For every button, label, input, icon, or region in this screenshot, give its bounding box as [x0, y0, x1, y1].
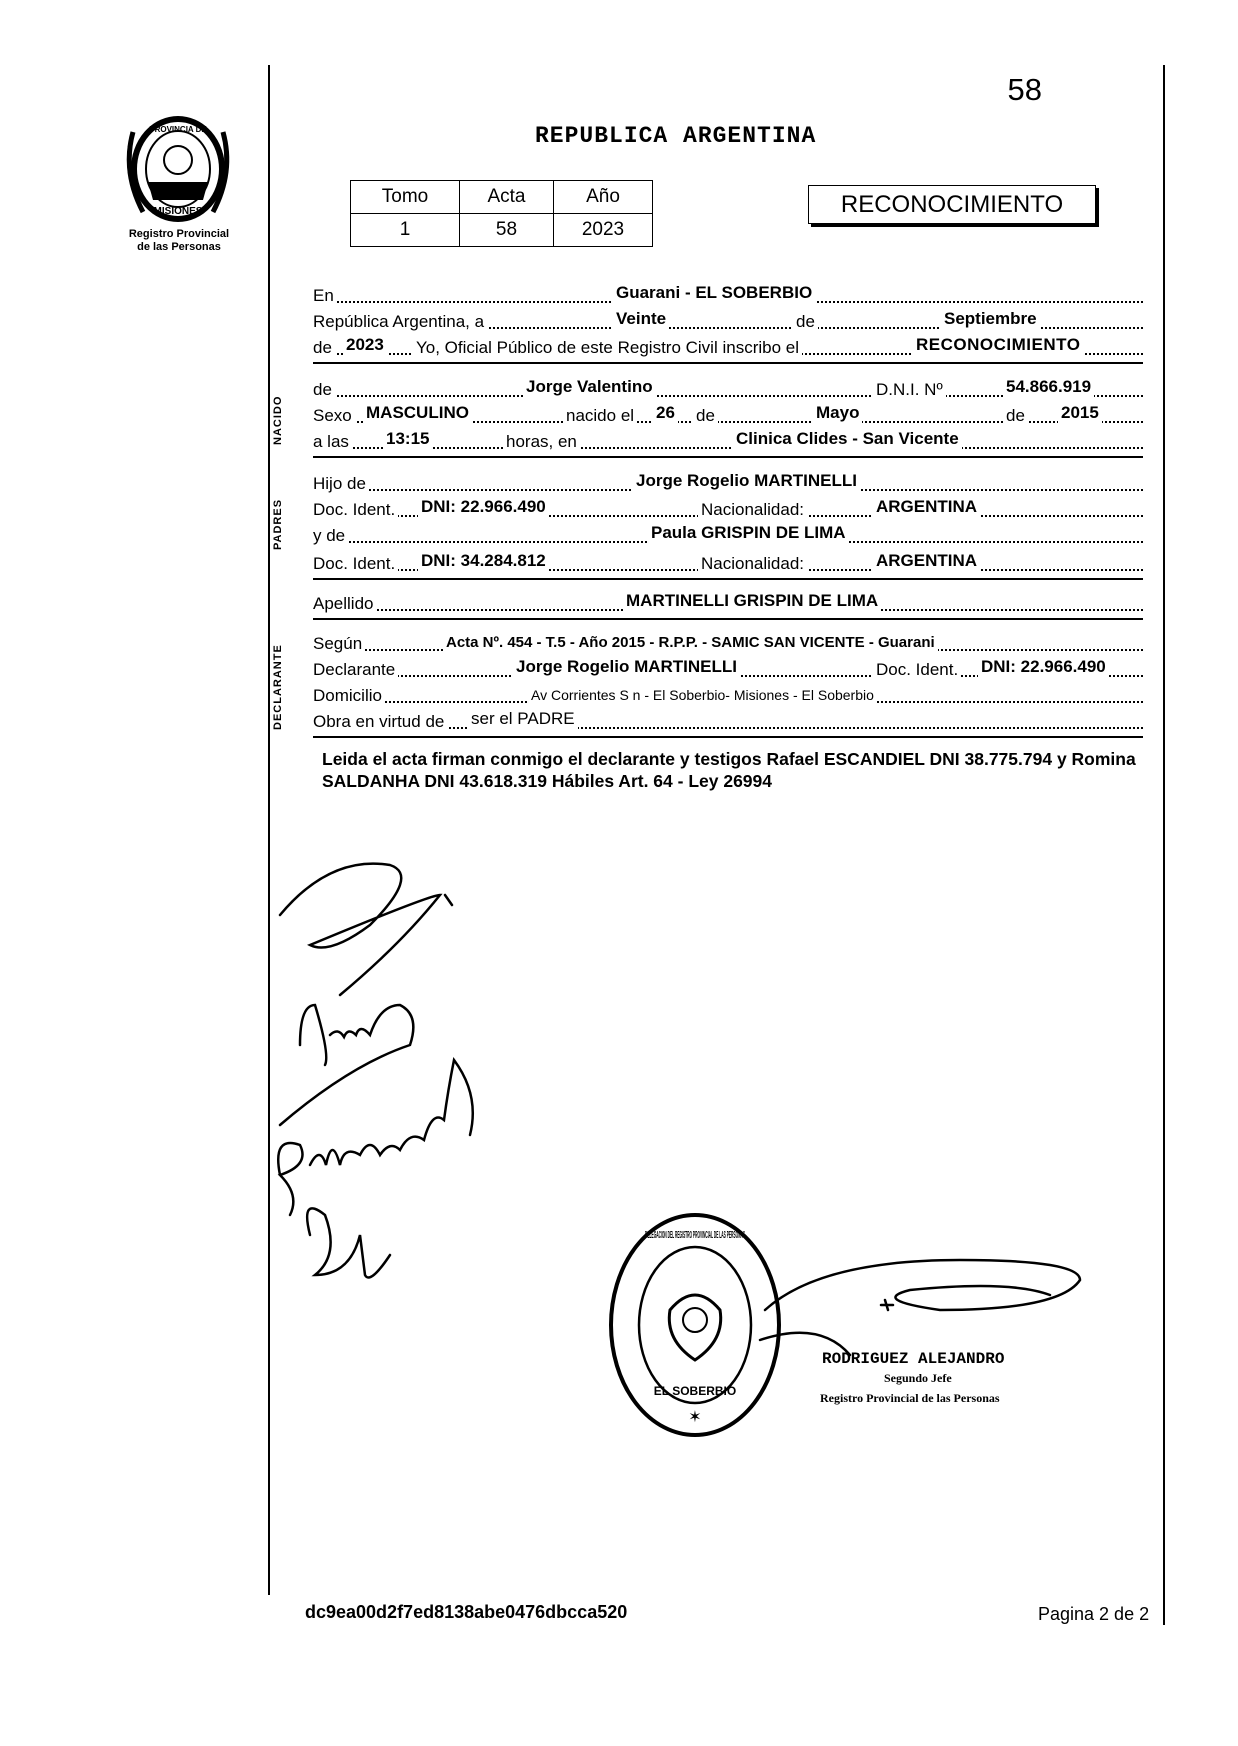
- label-y-de: y de: [313, 526, 348, 546]
- seal-center-text: EL SOBERBIO: [653, 1384, 737, 1398]
- row-madre-doc: [313, 550, 1143, 574]
- closing-statement: Leida el acta firman conmigo el declarante y testigos Rafael ESCANDIEL DNI 38.775.794 y Romina SALDANHA DNI 43.618.319 Hábiles Art. 64 - Ley 26994: [322, 749, 1136, 791]
- handwritten-signatures: [270, 835, 570, 1315]
- label-doc-declarante: Doc. Ident.: [873, 660, 961, 680]
- row-padre-doc: [313, 496, 1143, 520]
- logo-caption-line2: de las Personas: [137, 241, 221, 253]
- value-nombre: Jorge Valentino: [523, 377, 656, 397]
- row-lugar: [313, 282, 1143, 306]
- document-hash: dc9ea00d2f7ed8138abe0476dbcca520: [305, 1602, 628, 1622]
- tomo-value: 1: [351, 214, 460, 247]
- logo-text-top: PROVINCIA DE: [149, 125, 207, 134]
- logo-caption-line1: Registro Provincial: [128, 228, 230, 240]
- logo-text-bottom: MISIONES: [153, 206, 203, 217]
- value-nac-mes: Mayo: [813, 403, 862, 423]
- value-domicilio: Av Corrientes S n - El Soberbio- Misiones - El Soberbio: [528, 687, 877, 703]
- right-margin-line: [1163, 65, 1165, 1625]
- value-lugar-nac: Clinica Clides - San Vicente: [733, 429, 962, 449]
- value-nac-dia: 26: [653, 403, 678, 423]
- value-padre-nac: ARGENTINA: [873, 497, 980, 517]
- side-label-nacido: NACIDO: [272, 395, 284, 445]
- label-de-nac-mes: de: [693, 406, 718, 426]
- value-padre: Jorge Rogelio MARTINELLI: [633, 471, 860, 491]
- value-hora: 13:15: [383, 429, 432, 449]
- label-de-nombre: de: [313, 380, 335, 400]
- row-acto: [313, 334, 1143, 358]
- row-declarante: [313, 656, 1143, 680]
- separator: [313, 618, 1143, 620]
- label-sexo: Sexo: [313, 406, 355, 426]
- value-lugar: Guarani - EL SOBERBIO: [613, 283, 815, 303]
- value-padre-doc: DNI: 22.966.490: [418, 497, 549, 517]
- value-declarante: Jorge Rogelio MARTINELLI: [513, 657, 740, 677]
- separator: [313, 456, 1143, 458]
- value-madre-nac: ARGENTINA: [873, 551, 980, 571]
- value-apellido: MARTINELLI GRISPIN DE LIMA: [623, 591, 881, 611]
- value-nac-anio: 2015: [1058, 403, 1102, 423]
- row-segun: [313, 630, 1143, 654]
- anio-value: 2023: [554, 214, 653, 247]
- row-nombre: [313, 376, 1143, 400]
- label-dni: D.N.I. Nº: [873, 380, 946, 400]
- label-nacionalidad-padre: Nacionalidad:: [698, 500, 807, 520]
- value-dni: 54.866.919: [1003, 377, 1094, 397]
- row-padre: [313, 470, 1143, 494]
- label-a-las: a las: [313, 432, 352, 452]
- row-domicilio: [313, 682, 1143, 706]
- document-type-box: RECONOCIMIENTO: [808, 185, 1096, 224]
- label-de-nac-anio: de: [1003, 406, 1028, 426]
- label-republica: República Argentina, a: [313, 312, 487, 332]
- official-name: RODRIGUEZ ALEJANDRO: [822, 1350, 1005, 1368]
- left-margin-line: [268, 65, 270, 1595]
- label-nacionalidad-madre: Nacionalidad:: [698, 554, 807, 574]
- logo-caption: [100, 228, 258, 254]
- label-doc-madre: Doc. Ident.: [313, 554, 398, 574]
- seal-ring-text: DELEGACION DEL REGISTRO PROVINCIAL DE LAS PERSONAS: [645, 1230, 746, 1241]
- label-nacido-el: nacido el: [563, 406, 637, 426]
- value-obra: ser el PADRE: [468, 709, 578, 729]
- value-segun: Acta Nº. 454 - T.5 - Año 2015 - R.P.P. - SAMIC SAN VICENTE - Guarani: [443, 634, 938, 651]
- page-number: 58: [1007, 72, 1042, 107]
- value-mes: Septiembre: [941, 309, 1040, 329]
- value-madre-doc: DNI: 34.284.812: [418, 551, 549, 571]
- label-domicilio: Domicilio: [313, 686, 385, 706]
- value-dia: Veinte: [613, 309, 669, 329]
- label-de-mes: de: [793, 312, 818, 332]
- label-de-anio: de: [313, 338, 335, 358]
- reference-table: [350, 180, 653, 247]
- value-madre: Paula GRISPIN DE LIMA: [648, 523, 849, 543]
- side-label-padres: PADRES: [272, 498, 284, 550]
- label-obra: Obra en virtud de: [313, 712, 447, 732]
- tomo-header: Tomo: [351, 181, 460, 214]
- separator: [313, 362, 1143, 364]
- label-apellido: Apellido: [313, 594, 377, 614]
- label-segun: Según: [313, 634, 365, 654]
- acta-value: 58: [460, 214, 554, 247]
- value-sexo: MASCULINO: [363, 403, 472, 423]
- label-horas-en: horas, en: [503, 432, 580, 452]
- row-sexo: [313, 402, 1143, 426]
- row-madre: [313, 522, 1143, 546]
- label-en: En: [313, 286, 337, 306]
- row-fecha: [313, 308, 1143, 332]
- label-declarante: Declarante: [313, 660, 398, 680]
- value-decl-doc: DNI: 22.966.490: [978, 657, 1109, 677]
- row-hora: [313, 428, 1143, 452]
- official-role: Segundo Jefe: [884, 1371, 952, 1385]
- pagination: Pagina 2 de 2: [1038, 1604, 1150, 1624]
- row-obra: [313, 708, 1143, 732]
- label-doc-padre: Doc. Ident.: [313, 500, 398, 520]
- row-apellido: [313, 590, 1143, 614]
- separator: [313, 736, 1143, 738]
- country-title: REPUBLICA ARGENTINA: [535, 123, 817, 149]
- label-inscribo: Yo, Oficial Público de este Registro Civil inscribo el: [413, 338, 802, 358]
- side-label-declarante: DECLARANTE: [272, 644, 284, 730]
- registry-official-seal: [605, 1210, 785, 1440]
- misiones-coat-of-arms-logo: [118, 112, 238, 227]
- anio-header: Año: [554, 181, 653, 214]
- acta-header: Acta: [460, 181, 554, 214]
- label-hijo-de: Hijo de: [313, 474, 369, 494]
- separator: [313, 578, 1143, 580]
- official-office: Registro Provincial de las Personas: [820, 1391, 1000, 1405]
- value-acto: RECONOCIMIENTO: [913, 335, 1083, 355]
- value-anio: 2023: [343, 335, 387, 355]
- seal-star-icon: ✶: [688, 1409, 702, 1426]
